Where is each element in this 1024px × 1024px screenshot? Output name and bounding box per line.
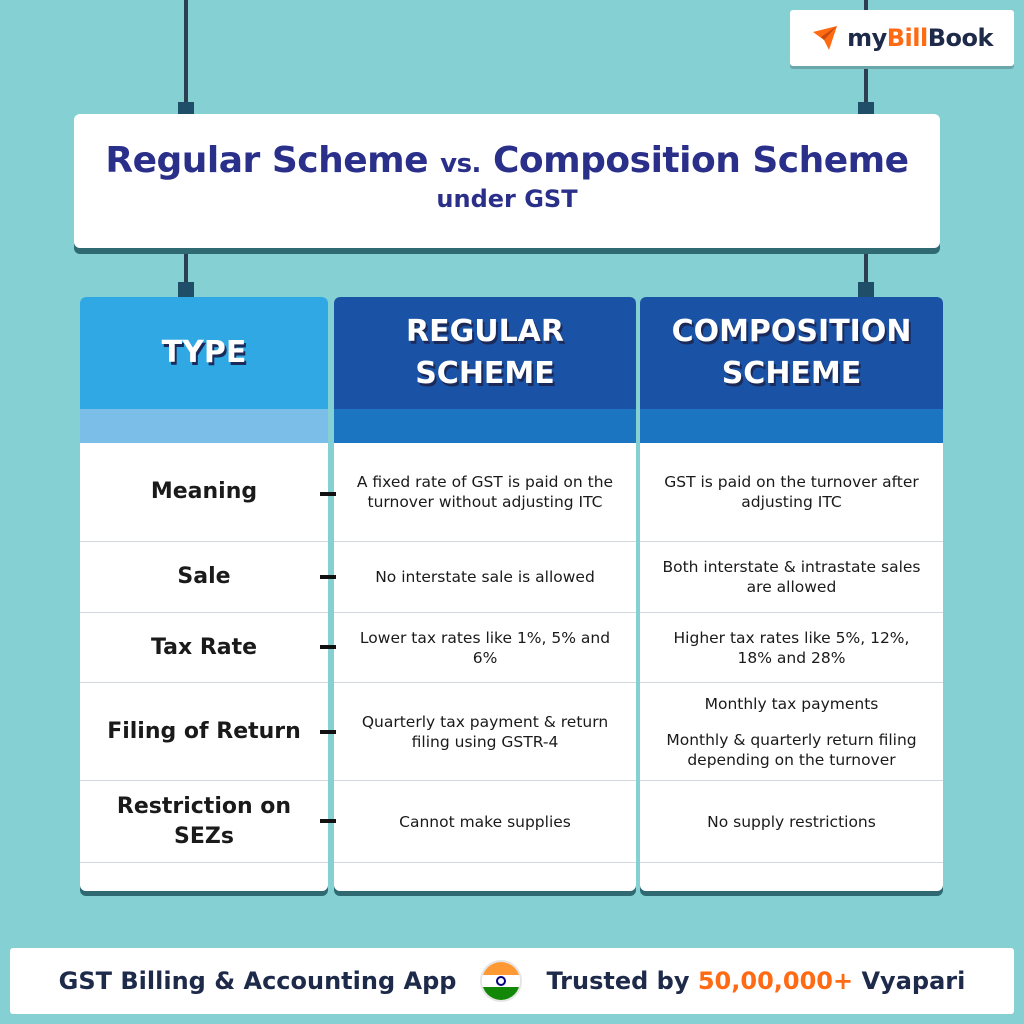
type-filing: Filing of Return [80,683,328,781]
composition-filing-payments: Monthly tax payments [704,694,879,713]
title-card [74,114,940,248]
page-title: Regular Scheme vs. Composition Scheme [105,140,909,181]
regular-filing: Quarterly tax payment & return filing using GSTR-4 [334,683,636,781]
composition-filing-returns: Monthly & quarterly return filing depending on the turnover [666,730,917,769]
composition-meaning: GST is paid on the turnover after adjusting ITC [640,443,943,542]
logo-wordmark: myBillBook [847,24,993,52]
type-header-band [80,409,328,443]
composition-filing [640,683,943,781]
composition-sez: No supply restrictions [640,781,943,863]
type-sale: Sale [80,542,328,613]
regular-sez: Cannot make supplies [334,781,636,863]
footer-trusted-label: Trusted by 50,00,000+ Vyapari [546,967,966,995]
page-subtitle: under GST [436,185,578,213]
row-connector [320,730,336,734]
composition-sale: Both interstate & intrastate sales are allowed [640,542,943,613]
regular-tax-rate: Lower tax rates like 1%, 5% and 6% [334,613,636,683]
row-connector [320,492,336,496]
regular-meaning: A fixed rate of GST is paid on the turnover without adjusting ITC [334,443,636,542]
row-connector [320,575,336,579]
regular-header-band [334,409,636,443]
paper-plane-icon [811,24,839,52]
footer-banner [10,948,1014,1014]
type-header: TYPE [80,297,328,409]
row-connector [320,645,336,649]
hanging-string-left-top [184,0,188,108]
regular-header: REGULAR SCHEME [334,297,636,409]
regular-sale: No interstate sale is allowed [334,542,636,613]
composition-header: COMPOSITION SCHEME [640,297,943,409]
type-sez: Restriction on SEZs [80,781,328,863]
type-column [80,297,328,891]
composition-column [640,297,943,891]
regular-column [334,297,636,891]
type-tax-rate: Tax Rate [80,613,328,683]
footer-app-label: GST Billing & Accounting App [58,967,457,995]
composition-tax-rate: Higher tax rates like 5%, 12%, 18% and 28% [640,613,943,683]
mybillbook-logo [790,10,1014,66]
india-flag-icon [480,960,522,1002]
composition-header-band [640,409,943,443]
row-connector [320,819,336,823]
type-meaning: Meaning [80,443,328,542]
